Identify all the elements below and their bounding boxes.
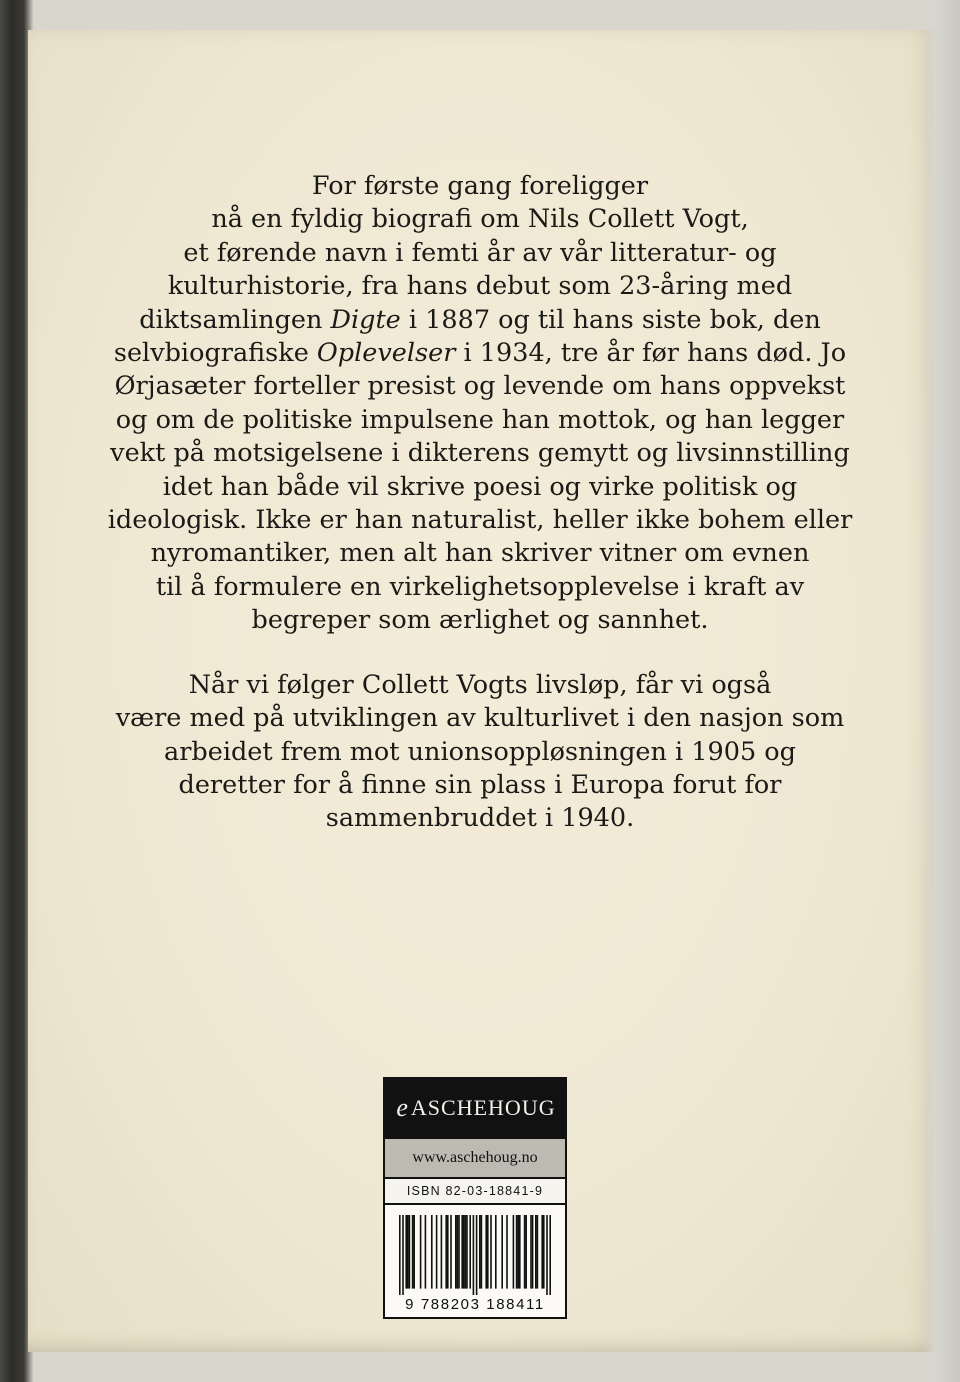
blurb-text-run: idet han både vil skrive poesi og virke politisk og — [162, 471, 798, 502]
blurb-text-run: For første gang foreligger — [311, 171, 649, 201]
barcode-bar — [409, 1215, 411, 1289]
blurb-paragraph-2 — [60, 669, 900, 836]
barcode-bar — [457, 1215, 459, 1289]
barcode-bar — [463, 1215, 465, 1289]
blurb-text-run: nå en fyldig biografi om Nils Collett Vogt, — [211, 204, 749, 235]
blurb-text-run: begreper som ærlighet og sannhet. — [251, 605, 709, 636]
blurb-text-run: være med på utviklingen av kulturlivet i den nasjon som — [115, 703, 845, 734]
barcode-bar — [524, 1215, 526, 1289]
blurb-text-run: Når vi følger Collett Vogts livsløp, får vi også — [188, 669, 772, 700]
barcode-bar — [431, 1215, 433, 1289]
blurb-line — [60, 736, 900, 769]
blurb-text-run: i 1887 og til hans siste bok, den — [400, 304, 821, 335]
barcode-bar — [517, 1215, 519, 1289]
barcode-bar — [530, 1215, 532, 1289]
blurb-line — [60, 571, 900, 604]
barcode-bar — [487, 1215, 489, 1289]
publisher-imprint — [383, 1077, 567, 1319]
barcode-bar — [506, 1215, 508, 1289]
blurb-text-run: Ørjasæter forteller presist og levende om hans oppvekst — [114, 371, 846, 402]
blurb-text-run: ideologisk. Ikke er han naturalist, heller ikke bohem eller — [107, 505, 853, 536]
cover-edge — [920, 0, 960, 1382]
blurb-text-run: diktsamlingen — [139, 304, 331, 335]
blurb-line — [60, 471, 900, 504]
blurb-text-run: et førende navn i femti år av vår litteratur- og — [183, 237, 777, 268]
barcode-bar — [413, 1215, 415, 1289]
barcode-bar — [469, 1215, 471, 1289]
barcode-bar — [407, 1215, 409, 1289]
barcode-bar — [535, 1215, 537, 1289]
barcode-bar — [447, 1215, 449, 1289]
barcode-bar — [516, 1215, 518, 1289]
isbn-text: ISBN 82-03-18841-9 — [406, 1184, 544, 1198]
blurb-line — [60, 437, 900, 470]
blurb-text-run: kulturhistorie, fra hans debut som 23-åring med — [167, 271, 793, 302]
blurb-text-run: arbeidet frem mot unionsoppløsningen i 1905 og — [164, 736, 796, 767]
publisher-website — [385, 1137, 565, 1177]
barcode-bar — [479, 1215, 481, 1289]
barcode-digits: 9 788203 188411 — [405, 1296, 545, 1313]
barcode-bar — [420, 1215, 422, 1289]
barcode-bar — [455, 1215, 457, 1289]
blurb-text-run: selvbiografiske — [113, 338, 317, 369]
barcode-bar — [402, 1215, 404, 1295]
blurb-text-run: sammenbruddet i 1940. — [325, 803, 635, 834]
blurb-line — [60, 237, 900, 270]
barcode-bar — [537, 1215, 539, 1289]
barcode-bar — [546, 1215, 548, 1295]
barcode-bar — [441, 1215, 443, 1289]
barcode-bar — [476, 1215, 478, 1295]
barcode-bar — [399, 1215, 401, 1295]
barcode-bar — [495, 1215, 497, 1289]
blurb-line — [60, 504, 900, 537]
book-title-italic: Digte — [330, 304, 401, 335]
barcode-bars — [399, 1215, 551, 1295]
barcode-bar — [450, 1215, 452, 1289]
barcode-bar — [405, 1215, 407, 1289]
blurb-line — [60, 270, 900, 303]
website-text: www.aschehoug.no — [412, 1149, 538, 1166]
barcode-bar — [490, 1215, 492, 1289]
blurb-text-run: til å formulere en virkelighetsopplevelse i kraft av — [155, 571, 805, 602]
barcode-bar — [525, 1215, 527, 1289]
publisher-name: ASCHEHOUG — [410, 1095, 556, 1120]
blurb-line — [60, 537, 900, 570]
barcode-bar — [543, 1215, 545, 1289]
blurb-line — [60, 769, 900, 802]
blurb-text-run: deretter for å finne sin plass i Europa forut for — [178, 769, 782, 800]
blurb-line — [60, 604, 900, 637]
blurb-line — [60, 370, 900, 403]
barcode-bar — [412, 1215, 414, 1289]
barcode-bar — [458, 1215, 460, 1289]
barcode-bar — [513, 1215, 515, 1289]
barcode-bar — [465, 1215, 467, 1289]
blurb-line — [60, 304, 900, 337]
blurb-text-run: vekt på motsigelsene i dikterens gemytt og livsinnstilling — [110, 438, 850, 469]
barcode-bar — [425, 1215, 427, 1289]
barcode-bar — [436, 1215, 438, 1289]
barcode-bar — [485, 1215, 487, 1289]
blurb-line — [60, 669, 900, 702]
barcode-bar — [461, 1215, 463, 1289]
barcode-bar — [466, 1215, 468, 1289]
blurb-paragraph-1 — [60, 170, 900, 638]
blurb-text — [60, 170, 900, 836]
blurb-line — [60, 404, 900, 437]
barcode-bar — [532, 1215, 534, 1289]
isbn-label — [385, 1177, 565, 1203]
publisher-logo — [385, 1079, 565, 1137]
blurb-line — [60, 337, 900, 370]
barcode-bar — [445, 1215, 447, 1289]
blurb-text-run: nyromantiker, men alt han skriver vitner om evnen — [150, 538, 810, 569]
blurb-line — [60, 203, 900, 236]
blurb-line — [60, 802, 900, 835]
barcode-bar — [549, 1215, 551, 1295]
blurb-line — [60, 170, 900, 203]
barcode-bar — [473, 1215, 475, 1295]
barcode — [385, 1203, 565, 1317]
blurb-text-run: og om de politiske impulsene han mottok, og han legger — [115, 404, 845, 435]
barcode-bar — [519, 1215, 521, 1289]
book-title-italic: Oplevelser — [316, 338, 456, 369]
logo-swash: e — [396, 1093, 409, 1122]
blurb-line — [60, 702, 900, 735]
barcode-bar — [501, 1215, 503, 1289]
blurb-text-run: i 1934, tre år før hans død. Jo — [455, 338, 847, 369]
barcode-bar — [481, 1215, 483, 1289]
barcode-bar — [541, 1215, 543, 1289]
